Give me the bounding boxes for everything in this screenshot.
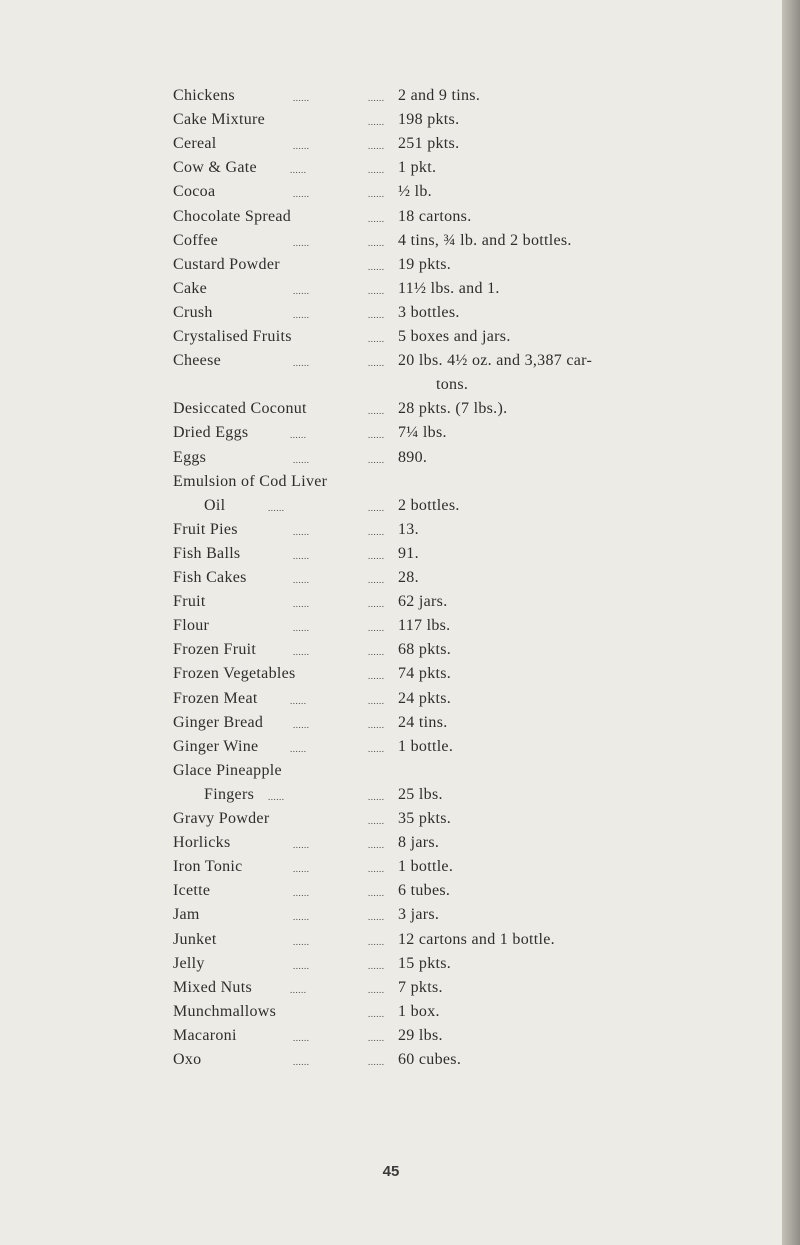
dot-leader: ...... (368, 1008, 385, 1019)
item-quantity: 11½ lbs. and 1. (398, 279, 500, 297)
list-item (0, 1051, 782, 1075)
list-item (0, 159, 782, 183)
dot-leader: ...... (368, 816, 385, 826)
item-quantity: 74 pkts. (398, 665, 452, 683)
item-name: Chickens (173, 87, 235, 104)
dot-leader: ...... (368, 334, 385, 344)
list-item (0, 955, 782, 979)
dot-leader: ...... (368, 454, 385, 465)
item-quantity: 29 lbs. (398, 1026, 443, 1044)
item-quantity: 198 pkts. (398, 111, 460, 129)
dot-leader: ...... (293, 599, 310, 610)
dot-leader: ...... (368, 743, 385, 754)
list-item (0, 449, 782, 473)
item-quantity: 18 cartons. (398, 207, 472, 225)
item-quantity: 35 pkts. (398, 810, 452, 827)
item-quantity: 5 boxes and jars. (398, 328, 511, 345)
list-item (0, 1027, 782, 1051)
dot-leader: ...... (293, 1057, 310, 1067)
list-item (0, 738, 782, 762)
list-item (0, 979, 782, 1003)
item-quantity: 28 pkts. (7 lbs.). (398, 400, 508, 418)
item-quantity: 1 pkt. (398, 159, 437, 177)
page-edge-shadow (782, 0, 800, 1245)
list-item (0, 858, 782, 882)
item-quantity: 24 pkts. (398, 689, 452, 707)
dot-leader: ...... (293, 550, 310, 561)
dot-leader: ...... (293, 141, 310, 152)
item-name: Jelly (173, 954, 205, 972)
page-number: 45 (382, 1163, 400, 1180)
list-item (0, 232, 782, 256)
item-quantity: 28. (398, 569, 419, 586)
item-name: Desiccated Coconut (173, 400, 307, 418)
item-name: Crush (173, 303, 213, 321)
item-quantity: 91. (398, 544, 419, 562)
list-item (0, 304, 782, 328)
item-name: Icette (173, 882, 211, 900)
item-name: Ginger Wine (173, 737, 259, 755)
dot-leader: ...... (293, 647, 310, 658)
item-name: Fruit (173, 593, 206, 611)
item-quantity: 1 box. (398, 1002, 440, 1020)
item-name: Fish Cakes (173, 569, 247, 586)
item-quantity: 25 lbs. (398, 785, 443, 803)
dot-leader: ...... (290, 984, 307, 995)
item-name: Horlicks (173, 834, 231, 852)
list-item (0, 882, 782, 906)
dot-leader: ...... (368, 502, 385, 513)
dot-leader: ...... (293, 575, 310, 585)
list-item (0, 256, 782, 280)
dot-leader: ...... (368, 791, 385, 802)
item-quantity: 117 lbs. (398, 617, 451, 635)
dot-leader: ...... (368, 984, 385, 995)
dot-leader: ...... (293, 960, 310, 971)
dot-leader: ...... (368, 430, 385, 441)
dot-leader: ...... (293, 285, 310, 296)
dot-leader: ...... (368, 864, 385, 875)
item-name: Frozen Vegetables (173, 665, 296, 683)
item-quantity: 7¼ lbs. (398, 424, 447, 442)
item-name: Cake Mixture (173, 111, 266, 129)
item-name-continuation: Fingers (204, 785, 255, 803)
item-name: Cereal (173, 135, 217, 153)
item-name: Flour (173, 617, 210, 635)
dot-leader: ...... (368, 309, 385, 320)
list-item (0, 569, 782, 593)
dot-leader: ...... (368, 237, 385, 248)
item-quantity: 60 cubes. (398, 1051, 462, 1068)
item-name: Dried Eggs (173, 424, 249, 442)
item-name: Cow & Gate (173, 159, 257, 177)
dot-leader: ...... (368, 117, 385, 128)
list-item (0, 183, 782, 207)
item-quantity: 1 bottle. (398, 737, 454, 755)
dot-leader: ...... (368, 960, 385, 971)
list-item (0, 1003, 782, 1027)
dot-leader: ...... (290, 430, 307, 441)
dot-leader: ...... (368, 719, 385, 730)
list-item (0, 906, 782, 930)
dot-leader: ...... (368, 671, 385, 682)
dot-leader: ...... (290, 743, 307, 754)
item-name: Frozen Meat (173, 689, 258, 707)
dot-leader: ...... (368, 647, 385, 658)
item-quantity: 24 tins. (398, 713, 448, 731)
item-name: Gravy Powder (173, 810, 270, 827)
list-item (0, 352, 782, 394)
item-quantity: 15 pkts. (398, 954, 452, 972)
dot-leader: ...... (368, 213, 385, 224)
item-name: Macaroni (173, 1026, 237, 1044)
list-item (0, 472, 782, 514)
dot-leader: ...... (293, 840, 310, 851)
dot-leader: ...... (293, 936, 310, 947)
list-item (0, 810, 782, 834)
item-name-continuation: Oil (204, 496, 226, 514)
dot-leader: ...... (293, 454, 310, 465)
item-name: Munchmallows (173, 1002, 277, 1020)
dot-leader: ...... (293, 912, 310, 923)
list-item (0, 521, 782, 545)
list-item (0, 690, 782, 714)
dot-leader: ...... (293, 309, 310, 320)
list-item (0, 641, 782, 665)
item-name: Jam (173, 906, 200, 924)
item-quantity: 13. (398, 520, 419, 538)
item-quantity: 12 cartons and 1 bottle. (398, 930, 555, 948)
item-quantity: 890. (398, 448, 428, 466)
dot-leader: ...... (293, 623, 310, 634)
dot-leader: ...... (368, 93, 385, 103)
dot-leader: ...... (368, 550, 385, 561)
item-name: Eggs (173, 448, 207, 466)
item-quantity: 8 jars. (398, 834, 440, 852)
list-item (0, 400, 782, 424)
item-name: Iron Tonic (173, 858, 243, 876)
dot-leader: ...... (293, 864, 310, 875)
item-name: Crystalised Fruits (173, 328, 292, 345)
item-name: Chocolate Spread (173, 207, 292, 225)
dot-leader: ...... (368, 599, 385, 610)
list-item (0, 280, 782, 304)
item-name: Ginger Bread (173, 713, 264, 731)
dot-leader: ...... (368, 888, 385, 899)
dot-leader: ...... (368, 165, 385, 176)
item-quantity-continuation: tons. (436, 376, 469, 394)
dot-leader: ...... (268, 791, 285, 802)
item-name: Junket (173, 930, 217, 948)
dot-leader: ...... (368, 141, 385, 152)
dot-leader: ...... (368, 936, 385, 947)
dot-leader: ...... (368, 189, 385, 200)
item-quantity: 6 tubes. (398, 882, 451, 900)
dot-leader: ...... (268, 502, 285, 513)
dot-leader: ...... (293, 237, 310, 248)
dot-leader: ...... (368, 285, 385, 296)
item-name: Custard Powder (173, 255, 280, 273)
dot-leader: ...... (290, 165, 307, 176)
list-item (0, 761, 782, 803)
item-name: Cake (173, 279, 208, 297)
list-item (0, 714, 782, 738)
list-item (0, 111, 782, 135)
item-quantity: 4 tins, ¾ lb. and 2 bottles. (398, 231, 572, 249)
item-name: Oxo (173, 1051, 202, 1068)
dot-leader: ...... (368, 261, 385, 272)
list-item (0, 135, 782, 159)
dot-leader: ...... (293, 719, 310, 730)
item-name: Mixed Nuts (173, 978, 252, 996)
dot-leader: ...... (368, 1057, 385, 1067)
dot-leader: ...... (368, 406, 385, 417)
item-quantity: 1 bottle. (398, 858, 454, 876)
item-name: Cocoa (173, 183, 216, 201)
item-quantity: 251 pkts. (398, 135, 460, 153)
dot-leader: ...... (293, 526, 310, 537)
list-item (0, 424, 782, 448)
list-item (0, 617, 782, 641)
list-item (0, 665, 782, 689)
dot-leader: ...... (293, 93, 310, 103)
dot-leader: ...... (368, 623, 385, 634)
dot-leader: ...... (368, 358, 385, 369)
item-quantity: 2 and 9 tins. (398, 87, 481, 104)
list-item (0, 931, 782, 955)
item-name: Emulsion of Cod Liver (173, 472, 328, 490)
list-item (0, 328, 782, 352)
list-item (0, 545, 782, 569)
item-quantity: 68 pkts. (398, 641, 452, 659)
dot-leader: ...... (368, 526, 385, 537)
item-quantity: 3 jars. (398, 906, 440, 924)
item-name: Fish Balls (173, 544, 241, 562)
dot-leader: ...... (368, 1032, 385, 1043)
item-name: Cheese (173, 352, 222, 370)
item-name: Coffee (173, 231, 219, 249)
item-quantity: ½ lb. (398, 183, 432, 201)
item-name: Glace Pineapple (173, 761, 282, 779)
list-item (0, 87, 782, 111)
dot-leader: ...... (293, 888, 310, 899)
dot-leader: ...... (368, 575, 385, 585)
dot-leader: ...... (290, 695, 307, 706)
dot-leader: ...... (368, 695, 385, 706)
dot-leader: ...... (368, 912, 385, 923)
item-name: Fruit Pies (173, 520, 238, 538)
dot-leader: ...... (368, 840, 385, 851)
list-item (0, 593, 782, 617)
item-quantity: 3 bottles. (398, 303, 460, 321)
item-quantity: 19 pkts. (398, 255, 452, 273)
item-name: Frozen Fruit (173, 641, 257, 659)
item-quantity: 2 bottles. (398, 496, 460, 514)
item-quantity: 62 jars. (398, 593, 448, 611)
item-quantity: 7 pkts. (398, 978, 443, 996)
dot-leader: ...... (293, 189, 310, 200)
item-quantity: 20 lbs. 4½ oz. and 3,387 car- (398, 352, 593, 370)
list-item (0, 834, 782, 858)
dot-leader: ...... (293, 1032, 310, 1043)
dot-leader: ...... (293, 358, 310, 369)
list-item (0, 208, 782, 232)
